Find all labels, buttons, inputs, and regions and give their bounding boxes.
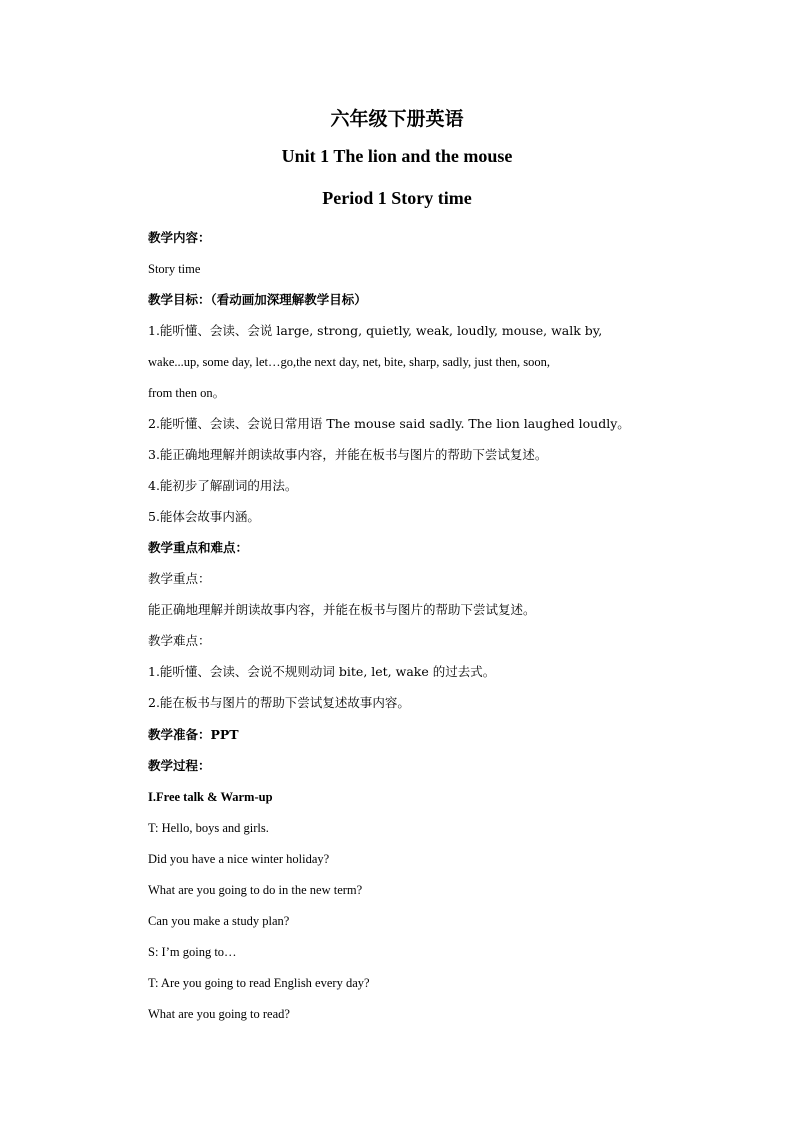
step-heading-warm-up: I.Free talk & Warm-up [148, 790, 273, 804]
subheading-difficulty: 教学难点： [148, 633, 211, 648]
objective-line: wake...up, some day, let…go,the next day, net, bite, sharp, sadly, just then, soon, [148, 355, 551, 369]
section-heading-process: 教学过程： [148, 758, 211, 773]
period-title: Period 1 Story time [322, 188, 472, 208]
difficulty-line: 2.能在板书与图片的帮助下尝试复述故事内容。 [148, 695, 410, 710]
dialogue-line: What are you going to read? [148, 1007, 290, 1021]
dialogue-line: S: I’m going to… [148, 945, 237, 959]
subheading-key-point: 教学重点： [148, 571, 211, 586]
objective-line: 5.能体会故事内涵。 [148, 509, 260, 524]
dialogue-line: What are you going to do in the new term? [148, 883, 363, 897]
objective-line: 1.能听懂、会读、会说 large, strong, quietly, weak, loudly, mouse, walk by, [148, 323, 603, 338]
content-text: Story time [148, 262, 201, 276]
dialogue-line: T: Hello, boys and girls. [148, 821, 269, 835]
objective-line: 3.能正确地理解并朗读故事内容，并能在板书与图片的帮助下尝试复述。 [148, 447, 548, 462]
dialogue-line: T: Are you going to read English every day? [148, 976, 370, 990]
section-heading-key-points: 教学重点和难点： [148, 540, 249, 555]
objective-line: 2.能听懂、会读、会说日常用语 The mouse said sadly. The lion laughed loudly。 [148, 416, 630, 431]
objective-line: 4.能初步了解副词的用法。 [148, 478, 298, 493]
section-heading-objectives: 教学目标：（看动画加深理解教学目标） [148, 292, 367, 307]
doc-title: 六年级下册英语 [330, 108, 464, 130]
difficulty-line: 1.能听懂、会读、会说不规则动词 bite, let, wake 的过去式。 [148, 664, 496, 679]
unit-title: Unit 1 The lion and the mouse [281, 146, 513, 166]
key-point-text: 能正确地理解并朗读故事内容，并能在板书与图片的帮助下尝试复述。 [148, 602, 536, 617]
section-heading-content: 教学内容： [148, 230, 211, 245]
dialogue-line: Did you have a nice winter holiday? [148, 852, 330, 866]
objective-line: from then on。 [148, 386, 226, 400]
dialogue-line: Can you make a study plan? [148, 914, 290, 928]
section-heading-preparation: 教学准备：PPT [148, 727, 239, 742]
